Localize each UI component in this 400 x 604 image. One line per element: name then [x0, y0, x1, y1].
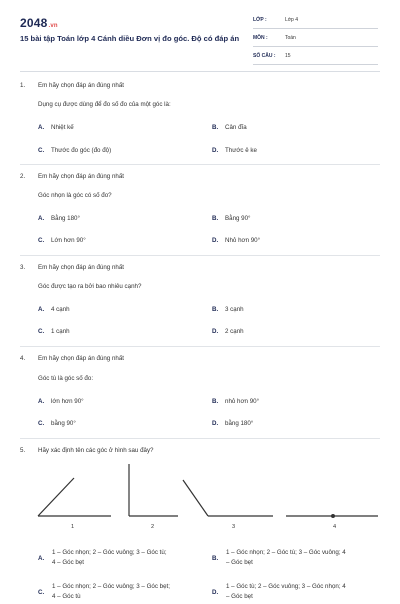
angles-figure — [28, 462, 380, 536]
option-text — [226, 548, 346, 568]
option-a[interactable] — [38, 306, 198, 313]
option-text: bằng 180° — [225, 420, 254, 427]
obtuse-angle-shape — [183, 480, 273, 516]
question-instruction: Em hãy chọn đáp án đúng nhất — [38, 264, 125, 271]
option-text: nhỏ hơn 90° — [225, 398, 260, 405]
option-letter: B. — [212, 306, 219, 313]
option-d[interactable] — [212, 328, 382, 335]
question-number: 3. — [20, 264, 26, 271]
meta-info — [253, 16, 378, 70]
option-text: Thước đo góc (đo độ) — [51, 147, 112, 154]
figure-label: 2 — [151, 524, 155, 530]
figure-label: 4 — [333, 524, 337, 530]
option-b[interactable] — [212, 306, 382, 313]
meta-value: Lớp 4 — [285, 17, 299, 23]
meta-value: Toán — [285, 35, 296, 41]
header-divider — [20, 71, 380, 72]
option-letter: A. — [38, 306, 45, 313]
question-divider — [20, 438, 380, 439]
logo-suffix: .vn — [48, 23, 58, 29]
question-stem: Dụng cụ được dùng để đo số đo của một góc là: — [38, 101, 171, 108]
option-text — [226, 582, 346, 602]
meta-label: MÔN : — [253, 35, 268, 41]
option-letter: D. — [212, 237, 219, 244]
ray — [183, 480, 208, 516]
option-text: 4 cạnh — [51, 306, 70, 313]
option-a[interactable] — [38, 548, 208, 570]
question-number: 1. — [20, 82, 26, 89]
option-a[interactable] — [38, 398, 198, 405]
question-stem: Góc tù là góc số đo: — [38, 375, 94, 382]
option-line: – Góc bẹt — [226, 559, 253, 566]
question-instruction: Em hãy chọn đáp án đúng nhất — [38, 82, 125, 89]
figure-label: 3 — [232, 524, 236, 530]
logo-text: 2048 — [20, 16, 48, 30]
option-letter: C. — [38, 237, 45, 244]
option-line: – Góc bẹt — [226, 593, 253, 600]
option-c[interactable] — [38, 147, 198, 154]
question-number: 2. — [20, 173, 26, 180]
option-letter: A. — [38, 555, 45, 562]
option-text: 1 cạnh — [51, 328, 70, 335]
option-a[interactable] — [38, 124, 198, 131]
option-d[interactable] — [212, 147, 382, 154]
option-letter: D. — [212, 420, 219, 427]
option-line: 1 – Góc nhọn; 2 – Góc tù; 3 – Góc vuông; 4 — [226, 549, 346, 556]
option-letter: A. — [38, 398, 45, 405]
ray — [38, 478, 74, 516]
option-text: Cân đĩa — [225, 124, 247, 131]
right-angle-shape — [129, 464, 178, 516]
option-letter: B. — [212, 124, 219, 131]
option-b[interactable] — [212, 398, 382, 405]
option-letter: C. — [38, 420, 45, 427]
question-instruction: Hãy xác định tên các góc ở hình sau đây? — [38, 447, 154, 454]
option-letter: C. — [38, 328, 45, 335]
option-letter: C. — [38, 147, 45, 154]
question-number: 5. — [20, 447, 26, 454]
option-text: bằng 90° — [51, 420, 76, 427]
option-text: Lớn hơn 90° — [51, 237, 86, 244]
option-letter: B. — [212, 555, 219, 562]
question-divider — [20, 346, 380, 347]
straight-angle-shape — [286, 515, 378, 518]
option-c[interactable] — [38, 328, 198, 335]
option-text: Bằng 180° — [51, 215, 80, 222]
option-text: Nhỏ hơn 90° — [225, 237, 261, 244]
option-text: Nhiệt kế — [51, 124, 74, 131]
option-letter: A. — [38, 215, 45, 222]
option-a[interactable] — [38, 215, 198, 222]
site-logo[interactable] — [20, 16, 58, 30]
question-instruction: Em hãy chọn đáp án đúng nhất — [38, 355, 125, 362]
option-line: 1 – Góc tù; 2 – Góc vuông; 3 – Góc nhọn; 4 — [226, 583, 346, 590]
figure-label: 1 — [71, 524, 75, 530]
meta-row-subject — [253, 34, 378, 47]
option-letter: A. — [38, 124, 45, 131]
question-stem: Góc được tạo ra bởi bao nhiêu cạnh? — [38, 283, 142, 290]
option-c[interactable] — [38, 237, 198, 244]
option-letter: B. — [212, 215, 219, 222]
meta-value: 15 — [285, 53, 291, 59]
option-text — [52, 548, 167, 568]
option-letter: D. — [212, 589, 219, 596]
meta-row-class — [253, 16, 378, 29]
question-divider — [20, 164, 380, 165]
option-d[interactable] — [212, 582, 387, 604]
option-text: 3 cạnh — [225, 306, 244, 313]
document-title: 15 bài tập Toán lớp 4 Cánh diều Đơn vị đo góc. Độ có đáp án — [20, 34, 240, 43]
option-c[interactable] — [38, 420, 198, 427]
option-letter: D. — [212, 328, 219, 335]
question-number: 4. — [20, 355, 26, 362]
angles-drawing — [28, 462, 380, 536]
option-letter: C. — [38, 589, 45, 596]
option-b[interactable] — [212, 548, 387, 570]
option-line: 4 – Góc bẹt — [52, 559, 84, 566]
meta-row-count — [253, 52, 378, 65]
acute-angle-shape — [38, 478, 111, 516]
meta-label: SỐ CÂU : — [253, 53, 276, 59]
option-text: lớn hơn 90° — [51, 398, 84, 405]
option-line: 1 – Góc nhọn; 2 – Góc vuông; 3 – Góc bẹt; — [52, 583, 170, 590]
option-text: Bằng 90° — [225, 215, 251, 222]
option-d[interactable] — [212, 420, 382, 427]
option-text — [52, 582, 170, 602]
option-letter: D. — [212, 147, 219, 154]
option-b[interactable] — [212, 124, 382, 131]
option-c[interactable] — [38, 582, 208, 604]
vertex-dot — [332, 515, 335, 518]
question-stem: Góc nhọn là góc có số đo? — [38, 192, 112, 199]
option-d[interactable] — [212, 237, 382, 244]
question-instruction: Em hãy chọn đáp án đúng nhất — [38, 173, 125, 180]
option-line: 4 – Góc tù — [52, 593, 81, 600]
option-text: Thước ê ke — [225, 147, 257, 154]
option-text: 2 cạnh — [225, 328, 244, 335]
option-line: 1 – Góc nhọn; 2 – Góc vuông; 3 – Góc tù; — [52, 549, 167, 556]
option-letter: B. — [212, 398, 219, 405]
option-b[interactable] — [212, 215, 382, 222]
question-divider — [20, 255, 380, 256]
meta-label: LỚP : — [253, 17, 267, 23]
